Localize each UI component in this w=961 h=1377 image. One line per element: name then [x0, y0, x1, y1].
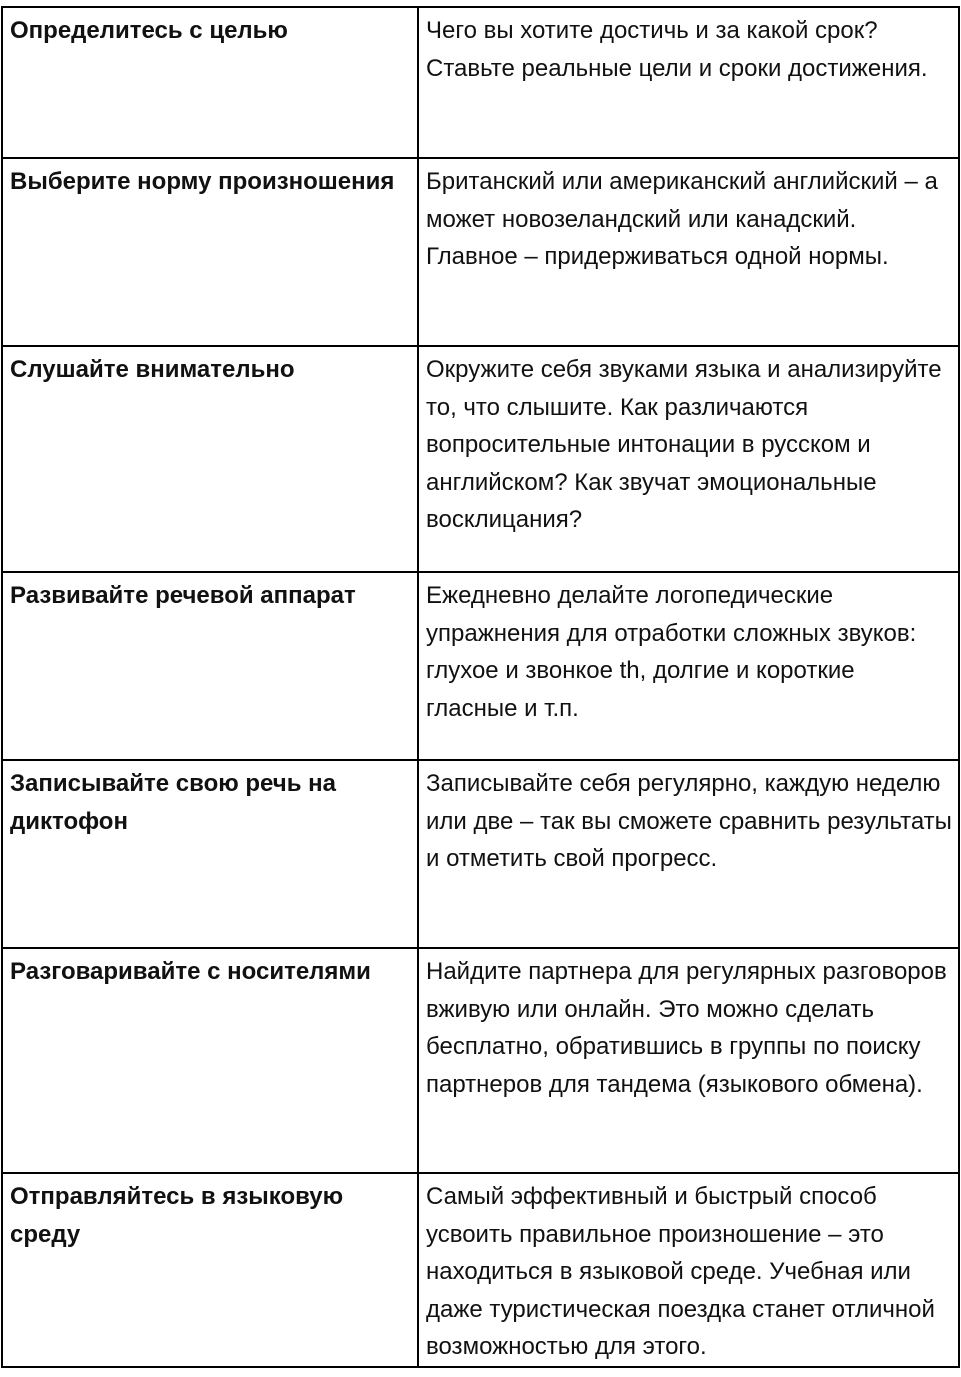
- table-row: [2, 1173, 959, 1367]
- table-row: [2, 760, 959, 948]
- tip-description: Британский или американский английский – а может новозеландский или канадский. Главное – придерживаться одной нормы.: [418, 158, 959, 346]
- table-row: [2, 948, 959, 1173]
- tip-title: Слушайте внимательно: [2, 346, 418, 572]
- tip-title: Развивайте речевой аппарат: [2, 572, 418, 760]
- table-row: [2, 346, 959, 572]
- pronunciation-tips-table: [1, 6, 960, 1368]
- tip-description: Записывайте себя регулярно, каждую неделю или две – так вы сможете сравнить результаты и отметить свой прогресс.: [418, 760, 959, 948]
- tip-title: Записывайте свою речь на диктофон: [2, 760, 418, 948]
- table-row: [2, 572, 959, 760]
- tip-description: Найдите партнера для регулярных разговоров вживую или онлайн. Это можно сделать бесплатно, обратившись в группы по поиску партнеров для тандема (языкового обмена).: [418, 948, 959, 1173]
- tip-description: Окружите себя звуками языка и анализируйте то, что слышите. Как различаются вопросительные интонации в русском и английском? Как звучат эмоциональные восклицания?: [418, 346, 959, 572]
- tip-description: Самый эффективный и быстрый способ усвоить правильное произношение – это находиться в языковой среде. Учебная или даже туристическая поездка станет отличной возможностью для этого.: [418, 1173, 959, 1367]
- tip-title: Определитесь с целью: [2, 7, 418, 158]
- table-row: [2, 7, 959, 158]
- tip-description: Чего вы хотите достичь и за какой срок? Ставьте реальные цели и сроки достижения.: [418, 7, 959, 158]
- table-row: [2, 158, 959, 346]
- tip-description: Ежедневно делайте логопедические упражнения для отработки сложных звуков: глухое и звонкое th, долгие и короткие гласные и т.п.: [418, 572, 959, 760]
- tip-title: Разговаривайте с носителями: [2, 948, 418, 1173]
- tip-title: Отправляйтесь в языковую среду: [2, 1173, 418, 1367]
- tip-title: Выберите норму произношения: [2, 158, 418, 346]
